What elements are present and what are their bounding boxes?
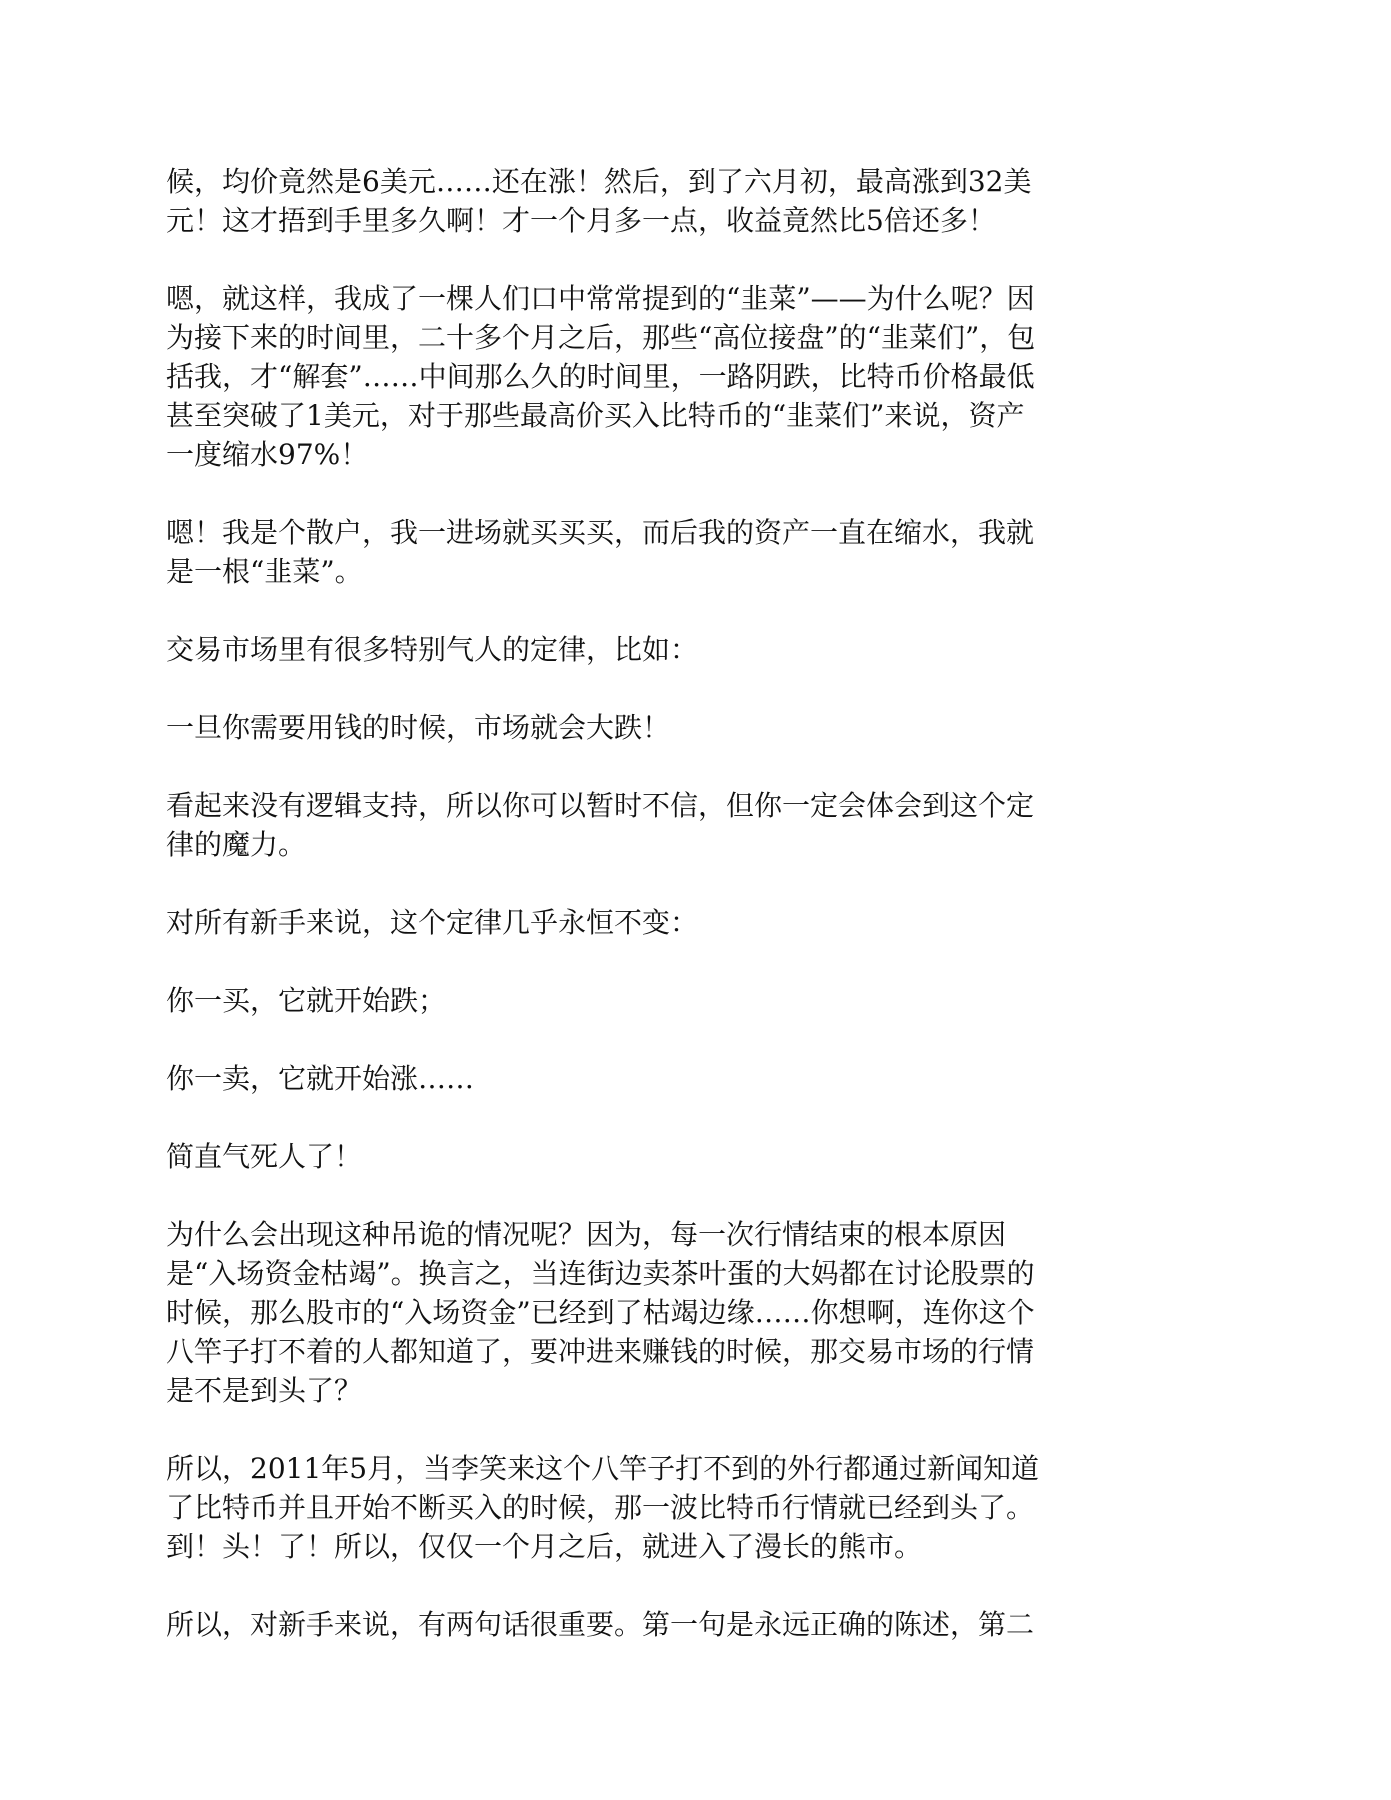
paragraph-3: 嗯！我是个散户，我一进场就买买买，而后我的资产一直在缩水，我就 是一根“韭菜”。 bbox=[166, 516, 1035, 588]
paragraph-12: 所以，2011年5月，当李笑来这个八竿子打不到的外行都通过新闻知道 了比特币并且开始不断买入的时候，那一波比特币行情就已经到头了。 到！头！了！所以，仅仅一个月之后，就进入了漫长的熊市。 bbox=[166, 1452, 1040, 1563]
paragraph-10: 简直气死人了！ bbox=[166, 1140, 363, 1173]
paragraph-4: 交易市场里有很多特别气人的定律，比如： bbox=[166, 633, 699, 666]
paragraph-9: 你一卖，它就开始涨…… bbox=[166, 1062, 475, 1095]
paragraph-11: 为什么会出现这种吊诡的情况呢？因为，每一次行情结束的根本原因 是“入场资金枯竭”。换言之，当连街边卖茶叶蛋的大妈都在讨论股票的 时候，那么股市的“入场资金”已经到了枯竭边缘……你想啊，连你这个 八竿子打不着的人都知道了，要冲进来赚钱的时候，那交易市场的行情 是不是到头了？ bbox=[166, 1218, 1035, 1407]
paragraph-7: 对所有新手来说，这个定律几乎永恒不变： bbox=[166, 906, 699, 939]
paragraph-1: 候，均价竟然是6美元……还在涨！然后，到了六月初，最高涨到32美 元！这才捂到手里多久啊！才一个月多一点，收益竟然比5倍还多！ bbox=[166, 165, 1032, 237]
paragraph-6: 看起来没有逻辑支持，所以你可以暂时不信，但你一定会体会到这个定 律的魔力。 bbox=[166, 789, 1035, 861]
paragraph-13: 所以，对新手来说，有两句话很重要。第一句是永远正确的陈述，第二 bbox=[166, 1608, 1035, 1641]
paragraph-2: 嗯，就这样，我成了一棵人们口中常常提到的“韭菜”——为什么呢？因 为接下来的时间里，二十多个月之后，那些“高位接盘”的“韭菜们”，包 括我，才“解套”……中间那么久的时间里，一路阴跌，比特币价格最低 甚至突破了1美元，对于那些最高价买入比特币的“韭菜们”来说，资产 一度缩水97%！ bbox=[166, 282, 1036, 471]
paragraph-8: 你一买，它就开始跌； bbox=[166, 984, 447, 1017]
document-page bbox=[166, 162, 1226, 1644]
paragraph-5: 一旦你需要用钱的时候，市场就会大跌！ bbox=[166, 711, 671, 744]
